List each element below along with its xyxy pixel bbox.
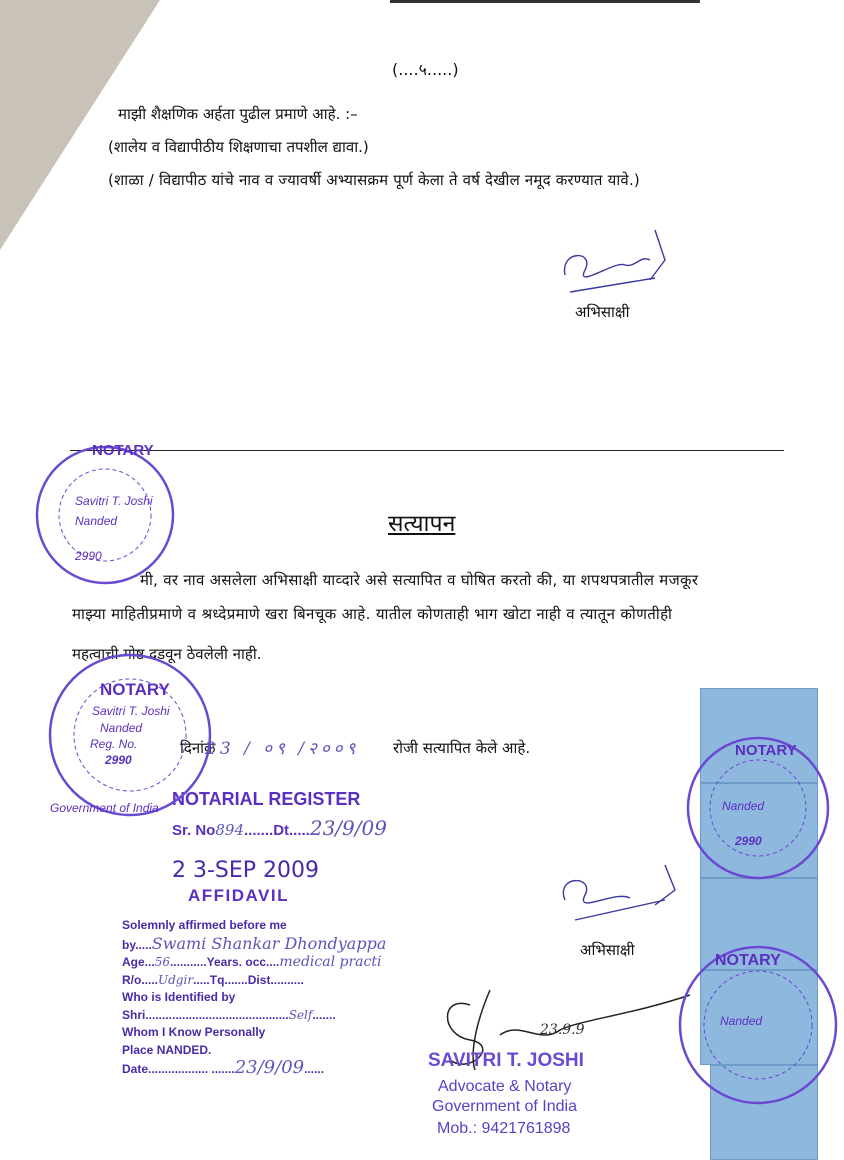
dt-label: Dt <box>273 822 290 839</box>
date-suffix: रोजी सत्यापित केले आहे. <box>393 739 531 757</box>
seal-top: NOTARY <box>92 442 154 459</box>
seal-num: 2990 <box>75 549 102 563</box>
education-line-1: माझी शैक्षणिक अर्हता पुढील प्रमाणे आहे. :– <box>118 105 358 123</box>
seal-top: NOTARY <box>735 742 797 759</box>
date-value: 23 / ०९ /२००९ <box>205 739 360 759</box>
notary-title: Advocate & Notary <box>438 1078 572 1095</box>
seal-name: Savitri T. Joshi <box>92 704 170 718</box>
notarial-register: NOTARIAL REGISTER <box>172 789 361 809</box>
education-line-3: (शाळा / विद्यापीठ यांचे नाव व ज्यावर्षी अभ्यासक्रम पूर्ण केला ते वर्ष देखील नमूद करण्यात यावे.) <box>108 171 640 189</box>
seal-city: Nanded <box>75 514 118 528</box>
verification-para-2: माझ्या माहितीप्रमाणे व श्रध्देप्रमाणे खरा बिनचूक आहे. यातील कोणताही भाग खोटा नाही व त्यातून कोणतीही <box>72 605 673 623</box>
seal-city: Nanded <box>720 1014 763 1028</box>
seal-reg: Reg. No. <box>90 737 138 751</box>
seal-name: Savitri T. Joshi <box>75 494 153 508</box>
by-value: Swami Shankar Dhondyappa <box>151 933 387 953</box>
dt-value: 23/9/09 <box>309 816 387 840</box>
seal-num: 2990 <box>105 753 132 767</box>
affidavit-label: AFFIDAVIL <box>188 886 290 905</box>
seal-bottom: Government of India <box>50 801 159 815</box>
seal-top: NOTARY <box>715 952 781 969</box>
sr-label: Sr. No <box>172 822 216 839</box>
seal-city: Nanded <box>100 721 143 735</box>
sr-value: 894 <box>215 821 244 839</box>
seal-top: NOTARY <box>100 680 170 699</box>
deponent-label-2: अभिसाक्षी <box>580 941 635 959</box>
notary-mobile: Mob.: 9421761898 <box>437 1120 571 1137</box>
verification-para-3: महत्वाची गोष्ट दडवून ठेवलेली नाही. <box>72 645 262 663</box>
verification-para-1: मी, वर नाव असलेला अभिसाक्षी याव्दारे असे सत्यापित व घोषित करतो की, या शपथपत्रातील मजकूर <box>140 571 699 589</box>
notary-name: SAVITRI T. JOSHI <box>428 1050 584 1071</box>
seal-city: Nanded <box>722 799 765 813</box>
notary-gov: Government of India <box>432 1098 577 1115</box>
notary-sign-date: 23.9.9 <box>540 1022 585 1038</box>
date-label: दिनांक <box>180 739 216 757</box>
deponent-label-1: अभिसाक्षी <box>575 303 630 321</box>
education-line-2: (शालेय व विद्यापीठीय शिक्षणाचा तपशील द्यावा.) <box>108 138 369 156</box>
page-number: (....५.....) <box>392 60 459 79</box>
date-stamp: 2 3-SEP 2009 <box>172 858 320 883</box>
affidavit-form: Solemnly affirmed before me by.....Swami Shankar Dhondyappa Age...56...........Years. occ....medical practi R/o.....Udgir.....Tq.......Dist.......... Who is Identified by Shri...........................................Self....... Whom I Know Personally Place NANDED. Date.................. .......23/9/09...... <box>122 918 387 1078</box>
verification-title: सत्यापन <box>388 511 456 537</box>
seal-num: 2990 <box>735 834 762 848</box>
